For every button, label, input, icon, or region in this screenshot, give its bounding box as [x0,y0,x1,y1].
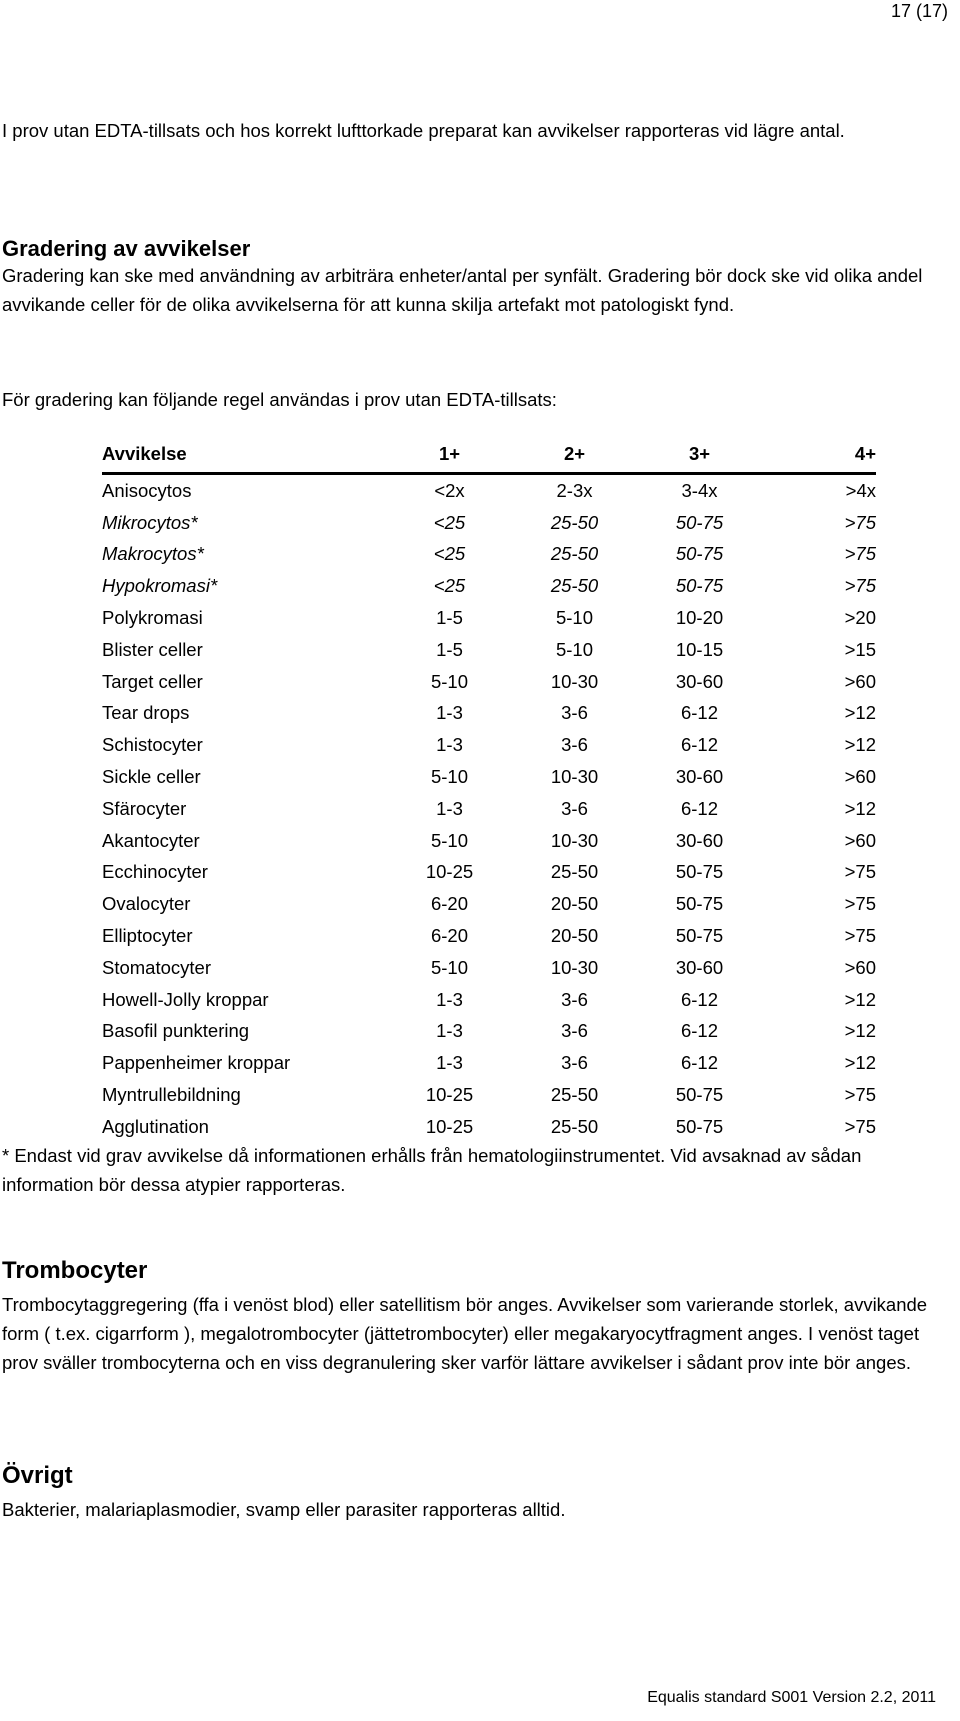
table-row [102,1111,876,1143]
cell-2plus: 10-30 [550,766,599,788]
cell-1plus: 10-25 [425,1115,474,1137]
col-header-avvikelse: Avvikelse [102,436,387,474]
cell-3plus: 50-75 [675,1115,724,1137]
cell-4plus: >12 [844,1020,876,1042]
cell-2plus: 25-50 [550,575,599,597]
footnote: * Endast vid grav avvikelse då informationen erhålls från hematologiinstrumentet. Vid avsaknad av sådan information bör dessa atypier rapporteras. [2,1145,862,1195]
cell-2plus: 25-50 [550,861,599,883]
cell-3plus: 30-60 [675,670,724,692]
cell-1plus: <25 [433,575,466,597]
cell-4plus: >75 [844,925,876,947]
col-header-3plus: 3+ [637,436,762,474]
table-header-row [102,436,876,474]
trombocyter-paragraph: Trombocytaggregering (ffa i venöst blod) eller satellitism bör anges. Avvikelser som varierande storlek, avvikande form ( t.ex. cigarrform ), megalotrombocyter (jättetrombocyter) eller megakaryocytfragment anges. I venöst taget prov sväller trombocyterna och en viss degranulering sker varför lättare avvikelser i sådant prov inte bör anges. [2,1294,928,1373]
cell-2plus: 3-6 [561,797,588,819]
cell-3plus: 6-12 [680,702,719,724]
section-heading-ovrigt: Övrigt [2,1462,73,1489]
cell-1plus: 5-10 [430,829,469,851]
cell-3plus: 30-60 [675,956,724,978]
cell-1plus: 6-20 [430,925,469,947]
cell-4plus: >4x [845,479,876,501]
cell-4plus: >20 [844,607,876,629]
cell-avvikelse: Sfärocyter [102,797,187,819]
cell-3plus: 50-75 [675,893,724,915]
cell-avvikelse: Ovalocyter [102,893,191,915]
cell-4plus: >75 [844,893,876,915]
cell-3plus: 50-75 [675,925,724,947]
intro-paragraph: I prov utan EDTA-tillsats och hos korrekt lufttorkade preparat kan avvikelser rapporteras vid lägre antal. [2,120,845,141]
cell-avvikelse: Blister celler [102,638,203,660]
cell-avvikelse: Pappenheimer kroppar [102,1052,291,1074]
cell-2plus: 25-50 [550,1115,599,1137]
cell-avvikelse: Polykromasi [102,607,203,629]
cell-3plus: 10-20 [675,607,724,629]
cell-4plus: >75 [844,511,876,533]
cell-2plus: 20-50 [550,925,599,947]
cell-1plus: 5-10 [430,670,469,692]
cell-1plus: 1-3 [436,1052,463,1074]
cell-4plus: >60 [844,829,876,851]
cell-4plus: >12 [844,734,876,756]
cell-1plus: 1-5 [436,607,463,629]
cell-3plus: 50-75 [675,1084,724,1106]
cell-2plus: 3-6 [561,1052,588,1074]
cell-avvikelse: Makrocytos* [102,543,204,565]
table-row [102,1079,876,1111]
cell-1plus: 1-3 [436,734,463,756]
cell-3plus: 30-60 [675,829,724,851]
cell-avvikelse: Sickle celler [102,766,201,788]
cell-4plus: >12 [844,1052,876,1074]
table-row [102,602,876,634]
cell-1plus: <25 [433,543,466,565]
cell-2plus: 25-50 [550,511,599,533]
table-row [102,570,876,602]
cell-avvikelse: Stomatocyter [102,956,211,978]
cell-avvikelse: Myntrullebildning [102,1084,241,1106]
cell-3plus: 6-12 [680,797,719,819]
section-heading-trombocyter: Trombocyter [2,1257,148,1284]
cell-2plus: 25-50 [550,543,599,565]
cell-avvikelse: Mikrocytos* [102,511,198,533]
ovrigt-paragraph: Bakterier, malariaplasmodier, svamp eller parasiter rapporteras alltid. [2,1499,566,1520]
cell-3plus: 6-12 [680,734,719,756]
cell-2plus: 3-6 [561,702,588,724]
cell-2plus: 3-6 [561,734,588,756]
cell-avvikelse: Akantocyter [102,829,200,851]
cell-avvikelse: Ecchinocyter [102,861,208,883]
cell-2plus: 3-6 [561,988,588,1010]
table-row [102,1016,876,1048]
table-row [102,857,876,889]
table-row [102,698,876,730]
cell-1plus: 1-3 [436,988,463,1010]
cell-avvikelse: Target celler [102,670,203,692]
cell-1plus: 10-25 [425,861,474,883]
cell-2plus: 5-10 [555,607,594,629]
table-row [102,888,876,920]
table-row [102,984,876,1016]
table-row [102,634,876,666]
cell-4plus: >12 [844,702,876,724]
table-row [102,507,876,539]
cell-2plus: 20-50 [550,893,599,915]
cell-4plus: >75 [844,575,876,597]
cell-2plus: 10-30 [550,956,599,978]
cell-avvikelse: Basofil punktering [102,1020,250,1042]
cell-1plus: 1-5 [436,638,463,660]
cell-1plus: 1-3 [436,702,463,724]
col-header-2plus: 2+ [512,436,637,474]
table-row [102,474,876,507]
cell-3plus: 3-4x [681,479,718,501]
table-row [102,952,876,984]
cell-4plus: >60 [844,766,876,788]
table-row [102,793,876,825]
cell-1plus: 6-20 [430,893,469,915]
cell-avvikelse: Hypokromasi* [102,575,218,597]
cell-4plus: >75 [844,543,876,565]
table-row [102,666,876,698]
rule-intro: För gradering kan följande regel användas i prov utan EDTA-tillsats: [2,389,557,410]
cell-4plus: >12 [844,797,876,819]
cell-2plus: 3-6 [561,1020,588,1042]
cell-3plus: 50-75 [675,511,724,533]
cell-2plus: 2-3x [556,479,593,501]
col-header-4plus: 4+ [762,436,876,474]
cell-1plus: 5-10 [430,766,469,788]
table-row [102,761,876,793]
cell-avvikelse: Elliptocyter [102,925,193,947]
cell-3plus: 30-60 [675,766,724,788]
table-row [102,825,876,857]
cell-2plus: 10-30 [550,670,599,692]
cell-3plus: 50-75 [675,861,724,883]
footer-version: Equalis standard S001 Version 2.2, 2011 [647,1689,936,1706]
col-header-1plus: 1+ [387,436,512,474]
cell-3plus: 6-12 [680,1052,719,1074]
gradering-paragraph: Gradering kan ske med användning av arbiträra enheter/antal per synfält. Gradering bör dock ske vid olika andel avvikande celler för de olika avvikelserna för att kunna skilja artefakt mot patologiskt fynd. [2,265,923,315]
cell-4plus: >12 [844,988,876,1010]
cell-avvikelse: Agglutination [102,1115,209,1137]
cell-3plus: 50-75 [675,543,724,565]
cell-avvikelse: Howell-Jolly kroppar [102,988,269,1010]
cell-1plus: 1-3 [436,797,463,819]
cell-avvikelse: Anisocytos [102,479,192,501]
table-row [102,729,876,761]
page-number: 17 (17) [890,1,948,21]
section-heading-gradering: Gradering av avvikelser [2,236,251,261]
cell-2plus: 10-30 [550,829,599,851]
cell-3plus: 10-15 [675,638,724,660]
table-body [102,474,876,1143]
cell-4plus: >75 [844,1084,876,1106]
cell-avvikelse: Tear drops [102,702,190,724]
cell-3plus: 6-12 [680,988,719,1010]
table-row [102,920,876,952]
cell-2plus: 25-50 [550,1084,599,1106]
cell-1plus: 10-25 [425,1084,474,1106]
cell-4plus: >60 [844,670,876,692]
cell-2plus: 5-10 [555,638,594,660]
cell-4plus: >75 [844,861,876,883]
grading-table [102,436,876,1143]
table-row [102,539,876,571]
cell-1plus: 5-10 [430,956,469,978]
cell-3plus: 6-12 [680,1020,719,1042]
cell-1plus: <25 [433,511,466,533]
cell-1plus: 1-3 [436,1020,463,1042]
cell-4plus: >15 [844,638,876,660]
cell-avvikelse: Schistocyter [102,734,203,756]
cell-3plus: 50-75 [675,575,724,597]
cell-4plus: >60 [844,956,876,978]
cell-1plus: <2x [434,479,465,501]
cell-4plus: >75 [844,1115,876,1137]
table-row [102,1047,876,1079]
